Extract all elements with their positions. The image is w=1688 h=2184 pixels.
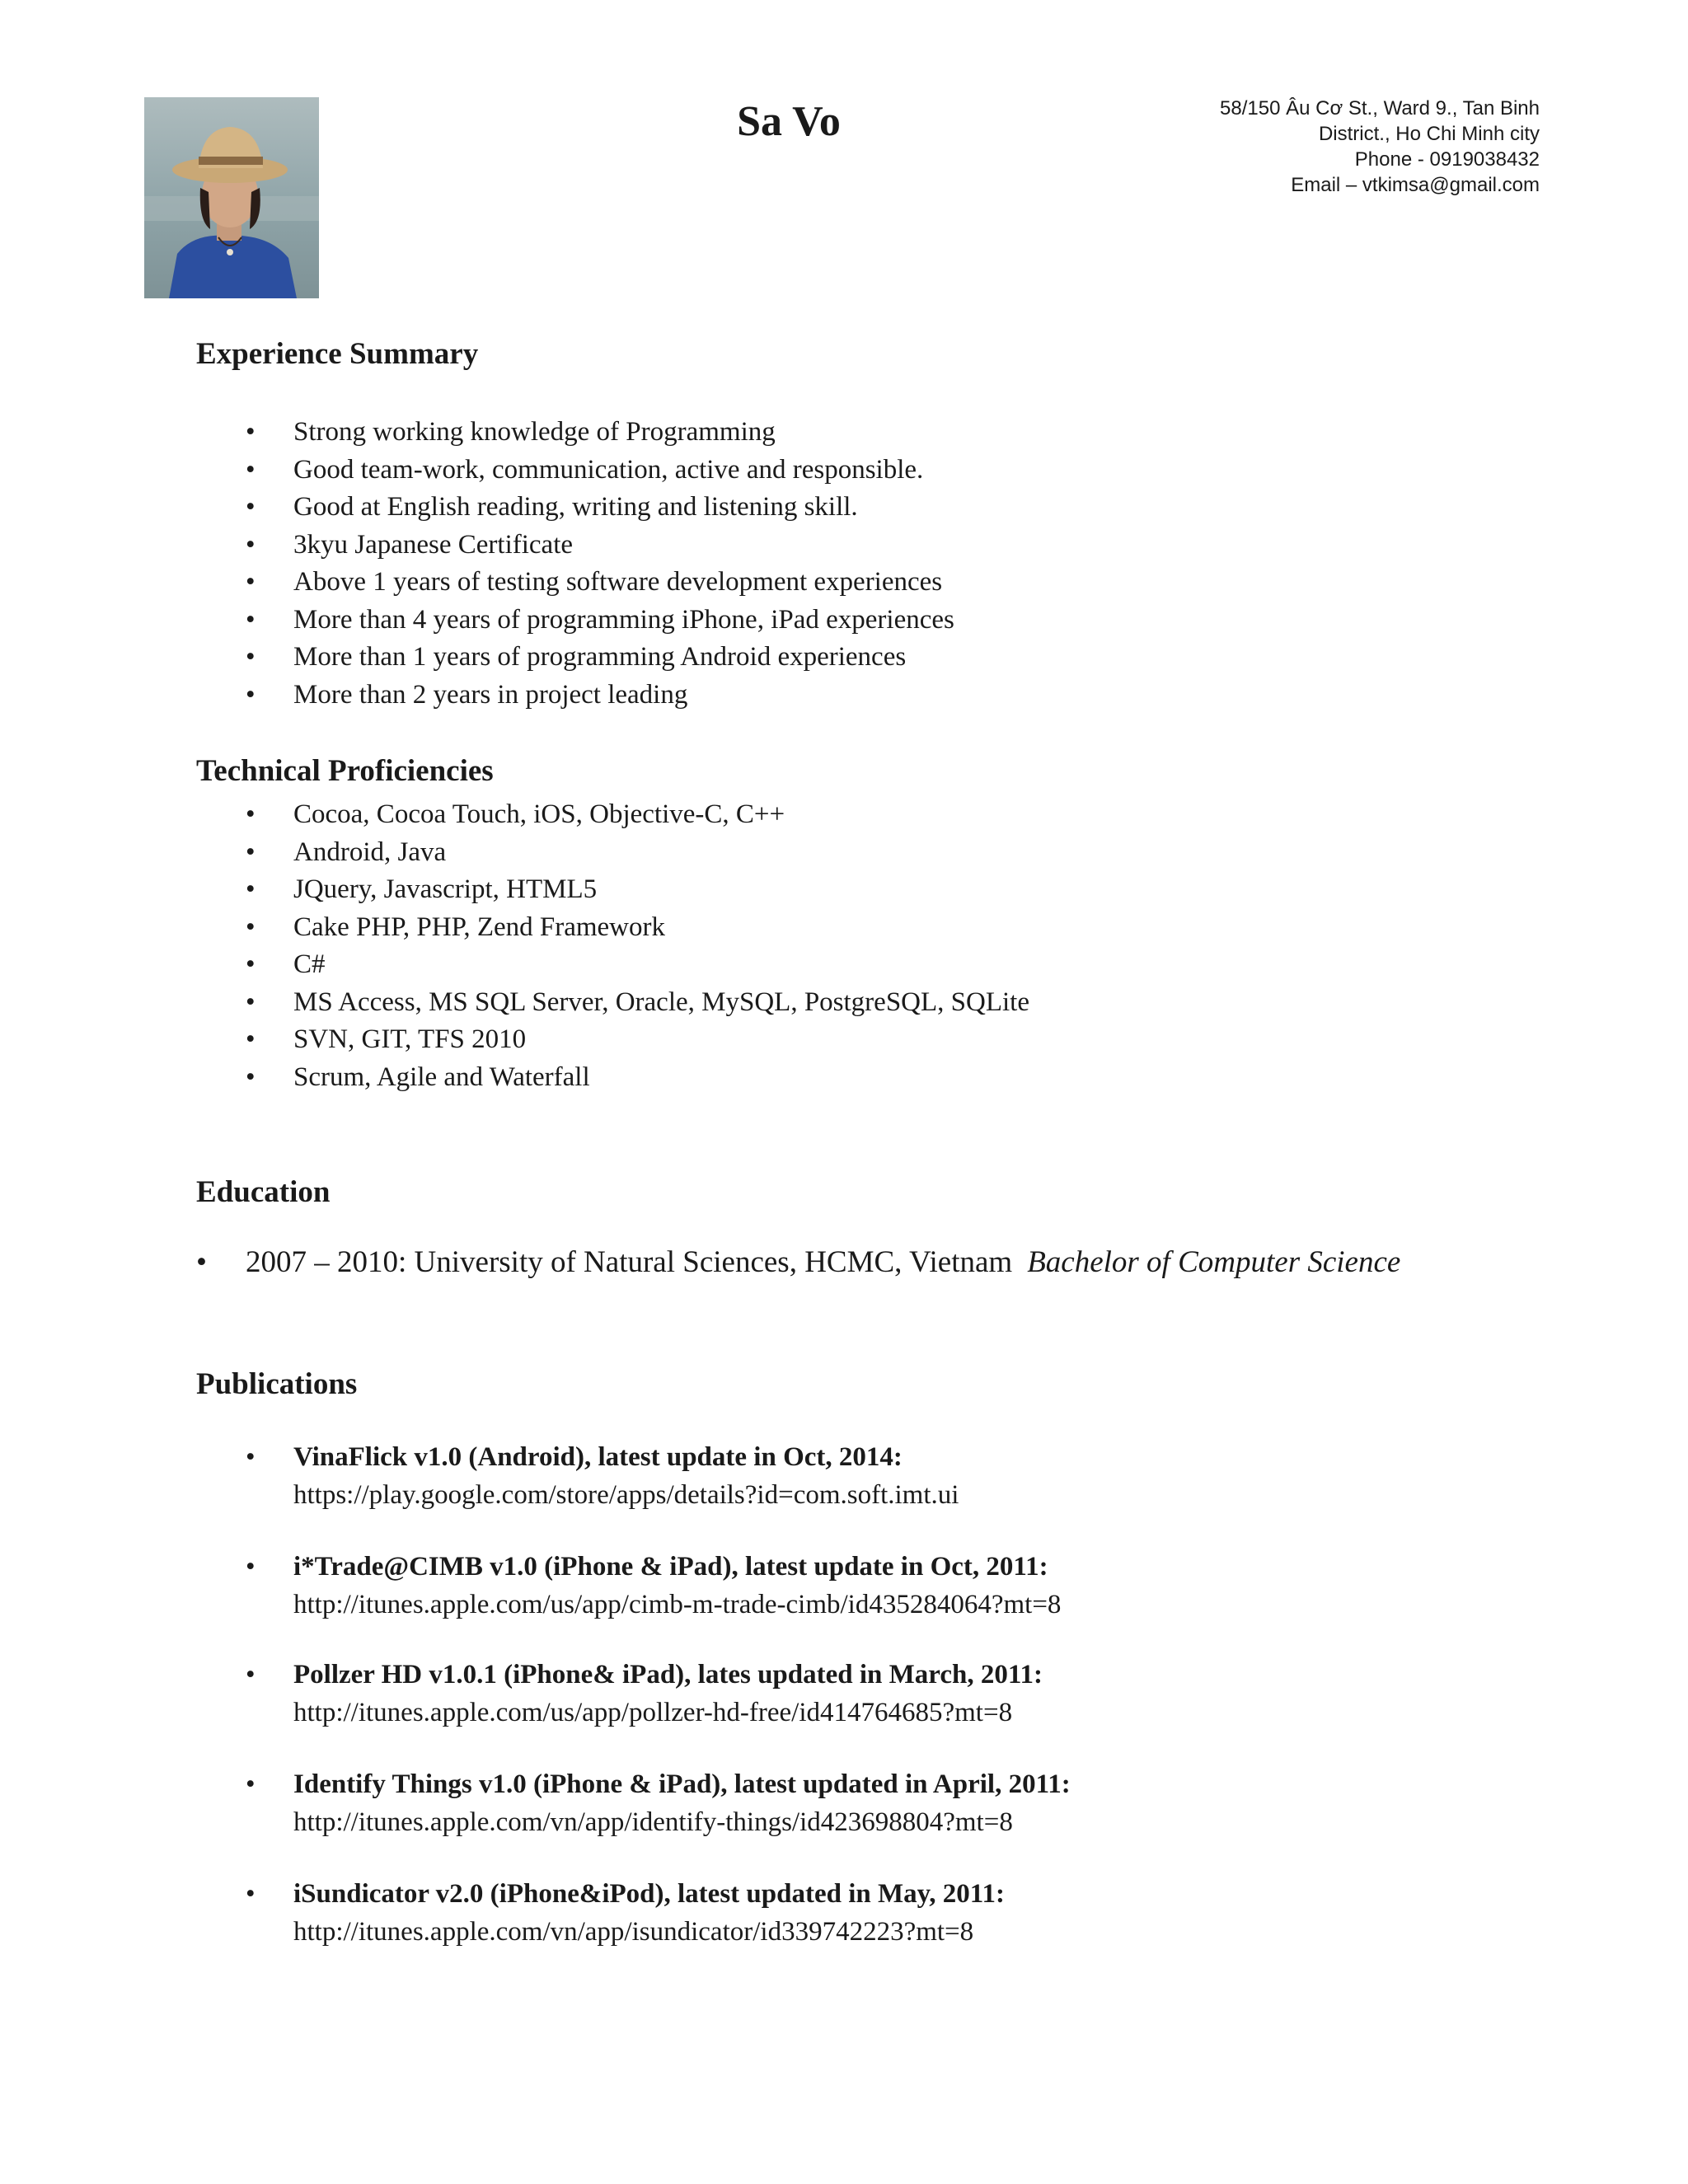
list-item: • Good team-work, communication, active and responsible. (196, 452, 954, 490)
list-item: • Cocoa, Cocoa Touch, iOS, Objective-C, C++ (196, 796, 1029, 834)
list-item: • More than 2 years in project leading (196, 677, 954, 715)
technical-list (196, 796, 1029, 1096)
publications-heading: Publications (196, 1367, 358, 1401)
publication-title: • iSundicator v2.0 (iPhone&iPod), latest updated in May, 2011: (293, 1879, 1005, 1909)
publication-link[interactable]: http://itunes.apple.com/vn/app/identify-things/id423698804?mt=8 (293, 1807, 1013, 1837)
list-item: • More than 4 years of programming iPhone, iPad experiences (196, 602, 954, 640)
education-text: 2007 – 2010: University of Natural Sciences, HCMC, Vietnam (246, 1245, 1013, 1279)
list-item: • Scrum, Agile and Waterfall (196, 1059, 1029, 1097)
publications-list (196, 1438, 1071, 1985)
list-item: • Cake PHP, PHP, Zend Framework (196, 909, 1029, 947)
publication-title: • Identify Things v1.0 (iPhone & iPad), latest updated in April, 2011: (293, 1769, 1071, 1799)
list-item: • MS Access, MS SQL Server, Oracle, MySQL, PostgreSQL, SQLite (196, 984, 1029, 1022)
email: Email – vtkimsa@gmail.com (1291, 174, 1540, 196)
list-item: • Strong working knowledge of Programming (196, 414, 954, 452)
profile-photo (144, 97, 319, 298)
publication-title: • VinaFlick v1.0 (Android), latest update in Oct, 2014: (293, 1442, 903, 1472)
address-line-2: District., Ho Chi Minh city (1318, 123, 1540, 145)
education-heading: Education (196, 1175, 331, 1209)
list-item: • 3kyu Japanese Certificate (196, 527, 954, 565)
bullet-icon: • (196, 1245, 207, 1279)
list-item: • Above 1 years of testing software development experiences (196, 564, 954, 602)
list-item: • C# (196, 946, 1029, 984)
portrait-illustration (144, 97, 319, 298)
publication-link[interactable]: https://play.google.com/store/apps/details?id=com.soft.imt.ui (293, 1480, 959, 1510)
experience-list (196, 414, 954, 714)
experience-summary-heading: Experience Summary (196, 337, 479, 371)
address-line-1: 58/150 Âu Cơ St., Ward 9., Tan Binh (1220, 97, 1540, 120)
publication-link[interactable]: http://itunes.apple.com/vn/app/isundicator/id339742223?mt=8 (293, 1917, 974, 1947)
list-item (196, 1548, 1071, 1656)
candidate-name: Sa Vo (737, 98, 841, 145)
publication-link[interactable]: http://itunes.apple.com/us/app/cimb-m-trade-cimb/id435284064?mt=8 (293, 1590, 1062, 1619)
contact-info (1220, 96, 1540, 198)
list-item (196, 1656, 1071, 1765)
publication-link[interactable]: http://itunes.apple.com/us/app/pollzer-hd-free/id414764685?mt=8 (293, 1698, 1013, 1727)
list-item: • Good at English reading, writing and listening skill. (196, 489, 954, 527)
list-item (196, 1875, 1071, 1985)
education-degree: Bachelor of Computer Science (1027, 1245, 1401, 1279)
list-item: • JQuery, Javascript, HTML5 (196, 871, 1029, 909)
list-item: • Android, Java (196, 834, 1029, 872)
phone: Phone - 0919038432 (1354, 148, 1540, 171)
publication-title: • i*Trade@CIMB v1.0 (iPhone & iPad), latest update in Oct, 2011: (293, 1552, 1048, 1582)
education-entry (196, 1244, 1400, 1280)
publication-title: • Pollzer HD v1.0.1 (iPhone& iPad), lates updated in March, 2011: (293, 1660, 1043, 1690)
list-item (196, 1765, 1071, 1875)
list-item (196, 1438, 1071, 1548)
technical-proficiencies-heading: Technical Proficiencies (196, 754, 494, 788)
list-item: • SVN, GIT, TFS 2010 (196, 1021, 1029, 1059)
list-item: • More than 1 years of programming Android experiences (196, 639, 954, 677)
